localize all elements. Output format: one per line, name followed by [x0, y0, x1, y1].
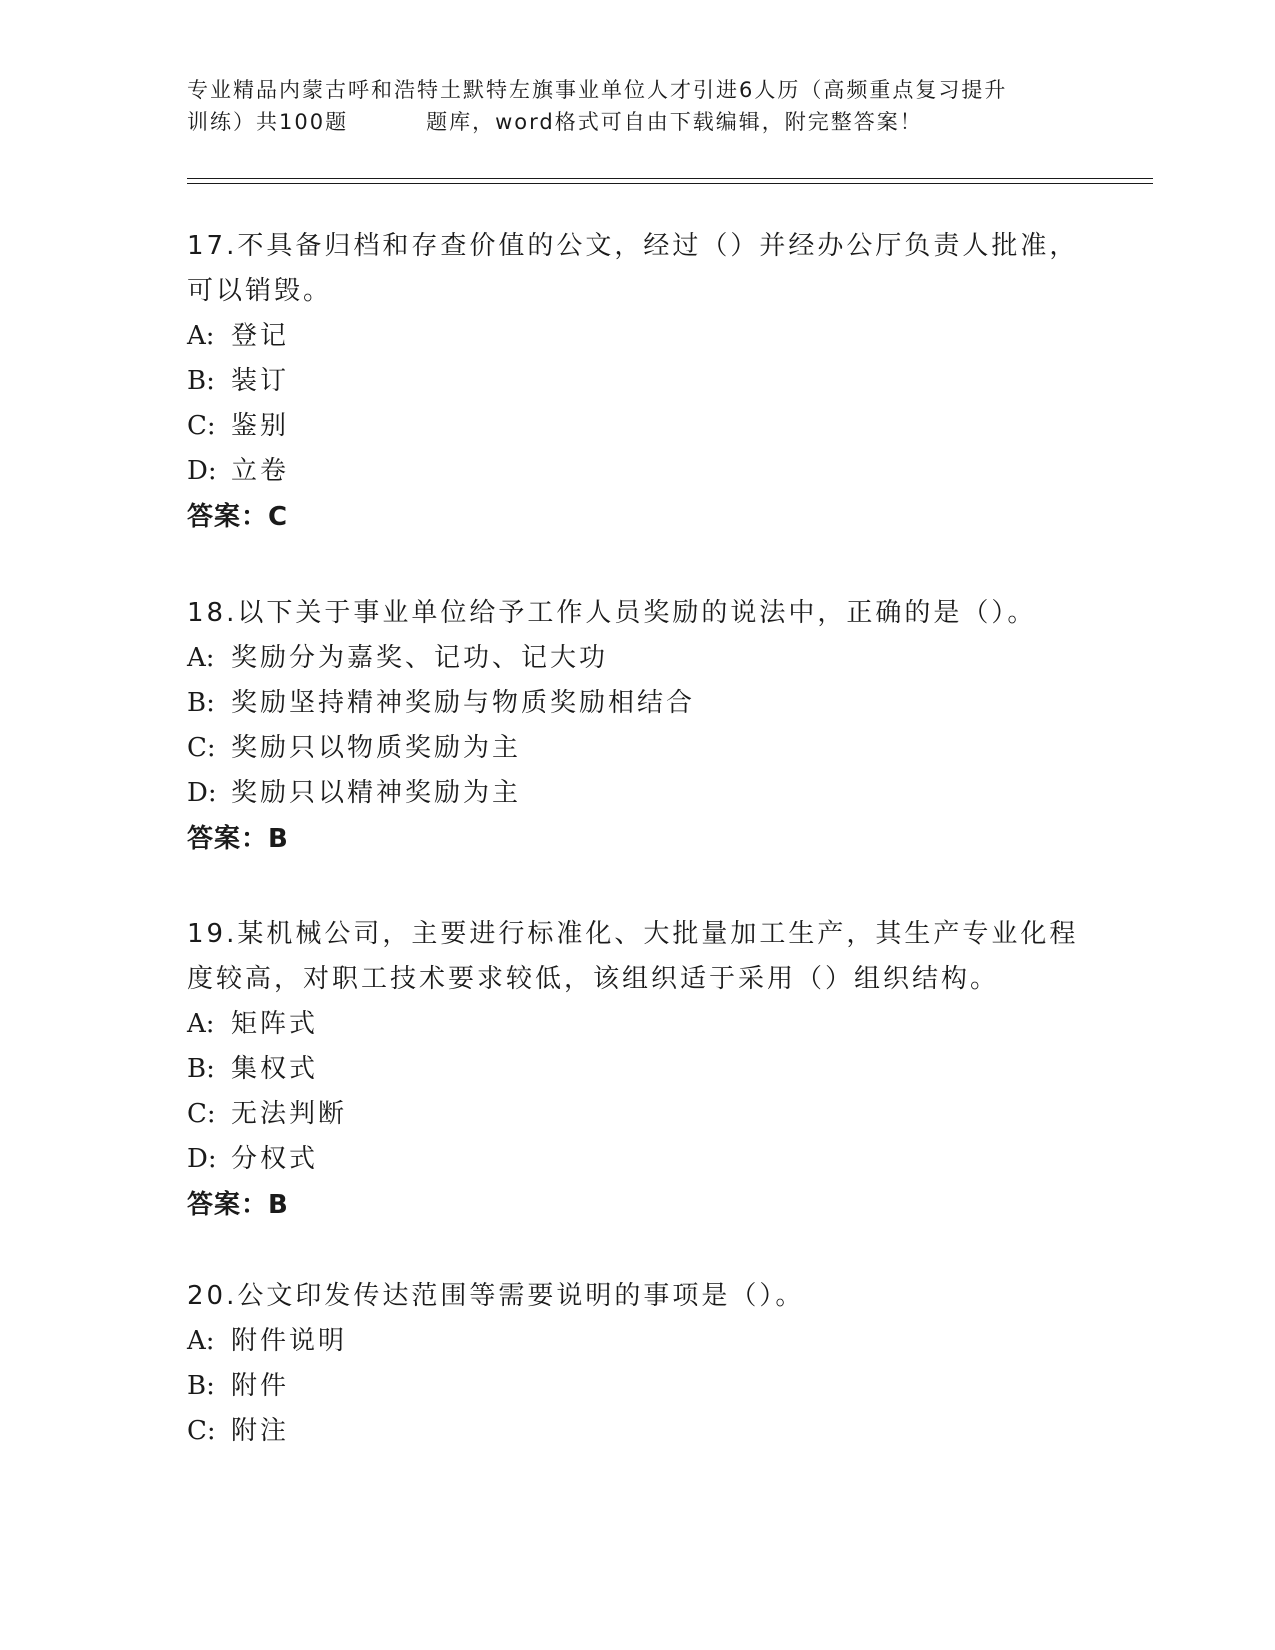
option-b: [187, 681, 1087, 726]
option-d: [187, 1137, 1087, 1182]
header-divider-bottom: [187, 183, 1153, 184]
option-key: B:: [187, 366, 215, 396]
option-text: 奖励坚持精神奖励与物质奖励相结合: [231, 688, 696, 718]
question-text: 18.以下关于事业单位给予工作人员奖励的说法中，正确的是（）。: [187, 598, 1037, 628]
option-text: 奖励只以物质奖励为主: [231, 733, 522, 763]
answer: 答案：B: [187, 824, 289, 854]
option-text: 矩阵式: [231, 1009, 319, 1039]
question-text: 19.某机械公司，主要进行标准化、大批量加工生产，其生产专业化程度较高，对职工技术要求较低，该组织适于采用（）组织结构。: [187, 919, 1079, 994]
question-text: 20.公文印发传达范围等需要说明的事项是（）。: [187, 1281, 805, 1311]
option-a: [187, 1002, 1087, 1047]
option-d: [187, 771, 1087, 816]
option-key: C:: [187, 411, 216, 441]
option-text: 装订: [231, 366, 290, 396]
option-text: 鉴别: [231, 411, 290, 441]
question-18: [187, 591, 1087, 863]
option-key: A:: [187, 1009, 215, 1039]
option-a: [187, 636, 1087, 681]
option-a: [187, 314, 1087, 359]
option-b: [187, 1364, 1087, 1409]
option-text: 立卷: [231, 456, 290, 486]
option-text: 集权式: [231, 1054, 319, 1084]
header-title-line1: 专业精品内蒙古呼和浩特土默特左旗事业单位人才引进6人历（高频重点复习提升: [187, 78, 1008, 102]
option-key: D:: [187, 1144, 217, 1174]
option-a: [187, 1319, 1087, 1364]
option-key: B:: [187, 1371, 215, 1401]
question-17: [187, 224, 1087, 541]
option-text: 附件说明: [231, 1326, 348, 1356]
option-text: 奖励只以精神奖励为主: [231, 778, 522, 808]
option-c: [187, 1092, 1087, 1137]
option-d: [187, 449, 1087, 494]
option-c: [187, 726, 1087, 771]
option-b: [187, 359, 1087, 404]
question-20: [187, 1274, 1087, 1454]
option-c: [187, 1409, 1087, 1454]
document-header: [187, 74, 1087, 138]
option-text: 分权式: [231, 1144, 319, 1174]
option-key: D:: [187, 778, 217, 808]
option-text: 无法判断: [231, 1099, 348, 1129]
option-text: 登记: [231, 321, 290, 351]
option-key: A:: [187, 1326, 215, 1356]
option-c: [187, 404, 1087, 449]
header-divider-top: [187, 178, 1153, 179]
option-key: B:: [187, 1054, 215, 1084]
option-key: B:: [187, 688, 215, 718]
question-19: [187, 912, 1087, 1229]
option-key: C:: [187, 1416, 216, 1446]
option-b: [187, 1047, 1087, 1092]
option-key: A:: [187, 321, 215, 351]
option-key: A:: [187, 643, 215, 673]
question-text: 17.不具备归档和存查价值的公文，经过（）并经办公厅负责人批准，可以销毁。: [187, 231, 1079, 306]
header-title-line2-right: 题库，word格式可自由下载编辑，附完整答案！: [426, 110, 923, 134]
option-key: D:: [187, 456, 217, 486]
option-text: 附注: [231, 1416, 290, 1446]
option-key: C:: [187, 733, 216, 763]
option-text: 附件: [231, 1371, 290, 1401]
answer: 答案：C: [187, 502, 289, 532]
option-key: C:: [187, 1099, 216, 1129]
answer: 答案：B: [187, 1190, 289, 1220]
option-text: 奖励分为嘉奖、记功、记大功: [231, 643, 609, 673]
header-title-line2-left: 训练）共100题: [187, 110, 349, 134]
